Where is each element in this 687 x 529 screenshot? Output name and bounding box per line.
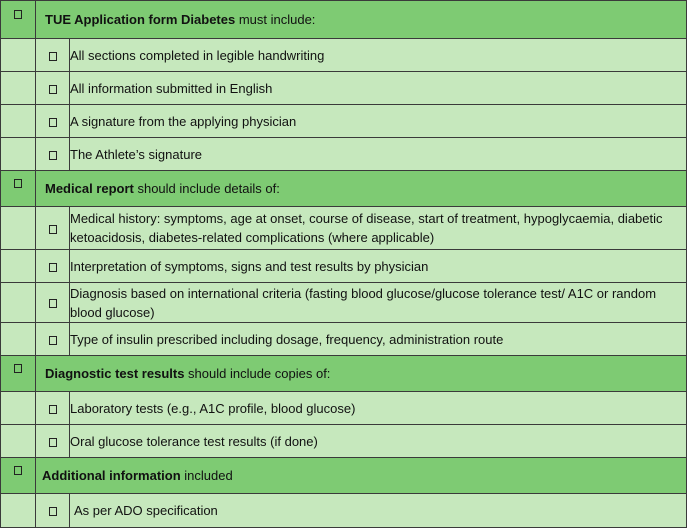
item-text: As per ADO specification xyxy=(70,494,687,528)
item-text: Medical history: symptoms, age at onset, course of disease, start of treatment, hypoglycaemia, diabetic ketoacidosis, diabetes-related complications (where applicable) xyxy=(70,207,687,250)
section-heading-rest: should include copies of: xyxy=(184,366,331,381)
indent-cell xyxy=(1,323,36,356)
checklist-item xyxy=(1,138,687,171)
item-text: Oral glucose tolerance test results (if done) xyxy=(70,425,687,458)
checklist-item xyxy=(1,39,687,72)
item-checkbox-cell xyxy=(36,207,70,250)
item-checkbox-cell xyxy=(36,72,70,105)
indent-cell xyxy=(1,494,36,528)
indent-cell xyxy=(1,105,36,138)
item-checkbox[interactable] xyxy=(49,299,57,308)
item-checkbox[interactable] xyxy=(49,151,57,160)
section-heading xyxy=(36,458,687,494)
indent-cell xyxy=(1,39,36,72)
section-checkbox[interactable] xyxy=(14,10,22,19)
item-text: The Athlete’s signature xyxy=(70,138,687,171)
item-checkbox-cell xyxy=(36,323,70,356)
section-checkbox[interactable] xyxy=(14,466,22,475)
section-heading-bold: Additional information xyxy=(42,468,181,483)
indent-cell xyxy=(1,283,36,323)
item-checkbox-cell xyxy=(36,138,70,171)
checklist-item xyxy=(1,392,687,425)
section-checkbox[interactable] xyxy=(14,179,22,188)
item-checkbox-cell xyxy=(36,494,70,528)
section-heading-bold: TUE Application form Diabetes xyxy=(45,12,236,27)
section-row-diagnostic-tests xyxy=(1,356,687,392)
indent-cell xyxy=(1,138,36,171)
section-heading xyxy=(36,171,687,207)
indent-cell xyxy=(1,425,36,458)
section-heading-rest: must include: xyxy=(235,12,316,27)
indent-cell xyxy=(1,72,36,105)
checklist-item xyxy=(1,207,687,250)
item-text: All information submitted in English xyxy=(70,72,687,105)
section-checkbox-cell xyxy=(1,1,36,39)
item-checkbox-cell xyxy=(36,392,70,425)
item-checkbox[interactable] xyxy=(49,52,57,61)
checklist-item xyxy=(1,72,687,105)
item-text: Interpretation of symptoms, signs and test results by physician xyxy=(70,250,687,283)
section-heading-rest: included xyxy=(180,468,233,483)
item-text: Laboratory tests (e.g., A1C profile, blood glucose) xyxy=(70,392,687,425)
item-checkbox[interactable] xyxy=(49,118,57,127)
item-checkbox-cell xyxy=(36,39,70,72)
section-heading-bold: Medical report xyxy=(45,181,134,196)
checklist-item xyxy=(1,250,687,283)
section-checkbox-cell xyxy=(1,458,36,494)
item-text: All sections completed in legible handwriting xyxy=(70,39,687,72)
section-checkbox-cell xyxy=(1,171,36,207)
section-checkbox[interactable] xyxy=(14,364,22,373)
item-checkbox-cell xyxy=(36,250,70,283)
item-checkbox[interactable] xyxy=(49,507,57,516)
item-checkbox[interactable] xyxy=(49,438,57,447)
section-heading-bold: Diagnostic test results xyxy=(45,366,185,381)
item-checkbox[interactable] xyxy=(49,85,57,94)
section-heading xyxy=(36,1,687,39)
checklist-item xyxy=(1,323,687,356)
item-text: A signature from the applying physician xyxy=(70,105,687,138)
section-heading-rest: should include details of: xyxy=(133,181,280,196)
indent-cell xyxy=(1,207,36,250)
item-checkbox[interactable] xyxy=(49,405,57,414)
section-row-medical-report xyxy=(1,171,687,207)
item-checkbox[interactable] xyxy=(49,263,57,272)
item-checkbox-cell xyxy=(36,105,70,138)
indent-cell xyxy=(1,392,36,425)
item-text: Diagnosis based on international criteria (fasting blood glucose/glucose tolerance test/ A1C or random blood glucose) xyxy=(70,283,687,323)
item-checkbox[interactable] xyxy=(49,336,57,345)
indent-cell xyxy=(1,250,36,283)
section-row-additional-info xyxy=(1,458,687,494)
section-heading xyxy=(36,356,687,392)
checklist-item xyxy=(1,283,687,323)
checklist-item xyxy=(1,105,687,138)
section-checkbox-cell xyxy=(1,356,36,392)
item-checkbox[interactable] xyxy=(49,225,57,234)
item-checkbox-cell xyxy=(36,425,70,458)
checklist-item xyxy=(1,494,687,528)
section-row-tue-form xyxy=(1,1,687,39)
item-text: Type of insulin prescribed including dosage, frequency, administration route xyxy=(70,323,687,356)
checklist-item xyxy=(1,425,687,458)
item-checkbox-cell xyxy=(36,283,70,323)
